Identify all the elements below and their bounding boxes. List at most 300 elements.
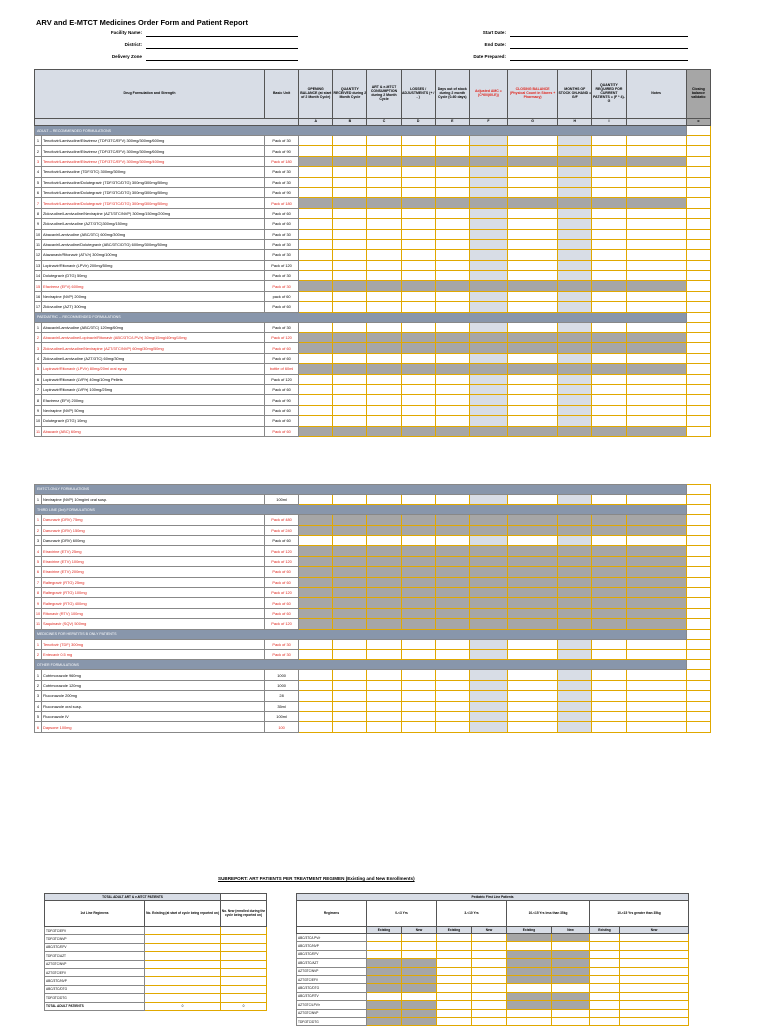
count-cell[interactable] xyxy=(145,977,221,985)
entry-cell[interactable] xyxy=(401,177,435,187)
count-cell[interactable] xyxy=(472,975,507,983)
entry-cell[interactable] xyxy=(508,525,558,535)
count-cell[interactable] xyxy=(437,992,472,1000)
entry-cell[interactable] xyxy=(401,167,435,177)
entry-cell[interactable] xyxy=(367,353,401,363)
entry-cell[interactable] xyxy=(469,208,507,218)
entry-cell[interactable] xyxy=(401,291,435,301)
entry-cell[interactable] xyxy=(508,680,558,690)
entry-cell[interactable] xyxy=(558,374,592,384)
entry-cell[interactable] xyxy=(333,598,367,608)
entry-cell[interactable] xyxy=(508,494,558,504)
notes-cell[interactable] xyxy=(626,515,686,525)
entry-cell[interactable] xyxy=(401,260,435,270)
count-cell[interactable] xyxy=(472,942,507,950)
entry-cell[interactable] xyxy=(558,701,592,711)
entry-cell[interactable] xyxy=(401,271,435,281)
entry-cell[interactable] xyxy=(469,384,507,394)
entry-cell[interactable] xyxy=(558,302,592,312)
entry-cell[interactable] xyxy=(558,239,592,249)
entry-cell[interactable] xyxy=(367,322,401,332)
count-cell[interactable] xyxy=(472,1017,507,1025)
count-cell[interactable] xyxy=(367,984,402,992)
entry-cell[interactable] xyxy=(299,229,333,239)
entry-cell[interactable] xyxy=(333,364,367,374)
closing-cell[interactable] xyxy=(686,239,710,249)
entry-cell[interactable] xyxy=(435,515,469,525)
count-cell[interactable] xyxy=(367,934,402,942)
count-cell[interactable] xyxy=(437,934,472,942)
count-cell[interactable] xyxy=(620,992,689,1000)
entry-cell[interactable] xyxy=(333,239,367,249)
count-cell[interactable] xyxy=(620,950,689,958)
count-cell[interactable] xyxy=(367,1001,402,1009)
notes-cell[interactable] xyxy=(626,598,686,608)
entry-cell[interactable] xyxy=(333,250,367,260)
entry-cell[interactable] xyxy=(508,322,558,332)
closing-cell[interactable] xyxy=(686,577,710,587)
entry-cell[interactable] xyxy=(401,250,435,260)
closing-cell[interactable] xyxy=(686,556,710,566)
closing-cell[interactable] xyxy=(686,536,710,546)
count-cell[interactable] xyxy=(590,975,620,983)
entry-cell[interactable] xyxy=(558,364,592,374)
notes-cell[interactable] xyxy=(626,649,686,659)
entry-cell[interactable] xyxy=(367,577,401,587)
notes-cell[interactable] xyxy=(626,426,686,436)
count-cell[interactable] xyxy=(437,942,472,950)
count-cell[interactable] xyxy=(145,943,221,951)
entry-cell[interactable] xyxy=(592,536,626,546)
entry-cell[interactable] xyxy=(508,219,558,229)
entry-cell[interactable] xyxy=(508,515,558,525)
entry-cell[interactable] xyxy=(333,208,367,218)
entry-cell[interactable] xyxy=(401,136,435,146)
notes-cell[interactable] xyxy=(626,187,686,197)
closing-cell[interactable] xyxy=(686,364,710,374)
entry-cell[interactable] xyxy=(367,536,401,546)
entry-cell[interactable] xyxy=(367,619,401,629)
entry-cell[interactable] xyxy=(508,229,558,239)
entry-cell[interactable] xyxy=(592,598,626,608)
notes-cell[interactable] xyxy=(626,691,686,701)
entry-cell[interactable] xyxy=(299,567,333,577)
entry-cell[interactable] xyxy=(469,333,507,343)
entry-cell[interactable] xyxy=(367,271,401,281)
entry-cell[interactable] xyxy=(367,515,401,525)
entry-cell[interactable] xyxy=(401,322,435,332)
entry-cell[interactable] xyxy=(558,136,592,146)
notes-cell[interactable] xyxy=(626,229,686,239)
entry-cell[interactable] xyxy=(469,156,507,166)
entry-cell[interactable] xyxy=(469,250,507,260)
count-cell[interactable] xyxy=(437,959,472,967)
count-cell[interactable] xyxy=(402,984,437,992)
notes-cell[interactable] xyxy=(626,701,686,711)
entry-cell[interactable] xyxy=(367,167,401,177)
entry-cell[interactable] xyxy=(367,701,401,711)
date-prepared-field[interactable] xyxy=(510,54,688,61)
notes-cell[interactable] xyxy=(626,405,686,415)
entry-cell[interactable] xyxy=(367,136,401,146)
entry-cell[interactable] xyxy=(367,239,401,249)
entry-cell[interactable] xyxy=(435,291,469,301)
entry-cell[interactable] xyxy=(401,198,435,208)
notes-cell[interactable] xyxy=(626,333,686,343)
entry-cell[interactable] xyxy=(401,619,435,629)
entry-cell[interactable] xyxy=(333,187,367,197)
entry-cell[interactable] xyxy=(435,649,469,659)
entry-cell[interactable] xyxy=(367,281,401,291)
entry-cell[interactable] xyxy=(558,260,592,270)
entry-cell[interactable] xyxy=(469,395,507,405)
entry-cell[interactable] xyxy=(435,239,469,249)
notes-cell[interactable] xyxy=(626,711,686,721)
entry-cell[interactable] xyxy=(299,374,333,384)
entry-cell[interactable] xyxy=(469,167,507,177)
entry-cell[interactable] xyxy=(367,146,401,156)
entry-cell[interactable] xyxy=(508,598,558,608)
count-cell[interactable] xyxy=(507,975,552,983)
closing-cell[interactable] xyxy=(686,167,710,177)
entry-cell[interactable] xyxy=(435,333,469,343)
closing-cell[interactable] xyxy=(686,333,710,343)
count-cell[interactable] xyxy=(507,1001,552,1009)
closing-cell[interactable] xyxy=(686,260,710,270)
entry-cell[interactable] xyxy=(508,364,558,374)
entry-cell[interactable] xyxy=(592,680,626,690)
entry-cell[interactable] xyxy=(333,416,367,426)
closing-cell[interactable] xyxy=(686,660,710,670)
entry-cell[interactable] xyxy=(508,187,558,197)
closing-cell[interactable] xyxy=(686,680,710,690)
entry-cell[interactable] xyxy=(333,515,367,525)
entry-cell[interactable] xyxy=(333,619,367,629)
count-cell[interactable] xyxy=(402,1017,437,1025)
count-cell[interactable] xyxy=(221,968,267,976)
count-cell[interactable] xyxy=(402,934,437,942)
entry-cell[interactable] xyxy=(435,322,469,332)
entry-cell[interactable] xyxy=(299,416,333,426)
count-cell[interactable] xyxy=(402,1001,437,1009)
entry-cell[interactable] xyxy=(469,146,507,156)
entry-cell[interactable] xyxy=(558,333,592,343)
entry-cell[interactable] xyxy=(469,536,507,546)
closing-cell[interactable] xyxy=(686,271,710,281)
entry-cell[interactable] xyxy=(333,343,367,353)
entry-cell[interactable] xyxy=(469,556,507,566)
entry-cell[interactable] xyxy=(299,353,333,363)
count-cell[interactable] xyxy=(367,967,402,975)
entry-cell[interactable] xyxy=(435,619,469,629)
count-cell[interactable] xyxy=(507,984,552,992)
count-cell[interactable] xyxy=(472,1001,507,1009)
count-cell[interactable] xyxy=(552,967,590,975)
entry-cell[interactable] xyxy=(367,229,401,239)
count-cell[interactable] xyxy=(552,1009,590,1017)
entry-cell[interactable] xyxy=(299,322,333,332)
entry-cell[interactable] xyxy=(558,198,592,208)
entry-cell[interactable] xyxy=(435,577,469,587)
delivery-zone-field[interactable] xyxy=(146,54,298,61)
count-cell[interactable] xyxy=(590,1009,620,1017)
closing-cell[interactable] xyxy=(686,494,710,504)
entry-cell[interactable] xyxy=(558,250,592,260)
entry-cell[interactable] xyxy=(333,136,367,146)
entry-cell[interactable] xyxy=(401,608,435,618)
closing-cell[interactable] xyxy=(686,515,710,525)
entry-cell[interactable] xyxy=(508,691,558,701)
count-cell[interactable] xyxy=(402,967,437,975)
entry-cell[interactable] xyxy=(469,619,507,629)
entry-cell[interactable] xyxy=(367,250,401,260)
entry-cell[interactable] xyxy=(333,302,367,312)
entry-cell[interactable] xyxy=(333,395,367,405)
entry-cell[interactable] xyxy=(592,525,626,535)
entry-cell[interactable] xyxy=(333,271,367,281)
entry-cell[interactable] xyxy=(558,588,592,598)
entry-cell[interactable] xyxy=(558,208,592,218)
district-field[interactable] xyxy=(146,42,298,49)
closing-cell[interactable] xyxy=(686,177,710,187)
entry-cell[interactable] xyxy=(299,405,333,415)
entry-cell[interactable] xyxy=(333,608,367,618)
entry-cell[interactable] xyxy=(401,536,435,546)
closing-cell[interactable] xyxy=(686,353,710,363)
entry-cell[interactable] xyxy=(401,281,435,291)
count-cell[interactable] xyxy=(552,1001,590,1009)
entry-cell[interactable] xyxy=(401,395,435,405)
entry-cell[interactable] xyxy=(367,187,401,197)
closing-cell[interactable] xyxy=(686,629,710,639)
entry-cell[interactable] xyxy=(558,405,592,415)
entry-cell[interactable] xyxy=(508,405,558,415)
entry-cell[interactable] xyxy=(401,156,435,166)
entry-cell[interactable] xyxy=(367,343,401,353)
notes-cell[interactable] xyxy=(626,384,686,394)
entry-cell[interactable] xyxy=(592,364,626,374)
count-cell[interactable] xyxy=(620,942,689,950)
entry-cell[interactable] xyxy=(508,374,558,384)
entry-cell[interactable] xyxy=(558,515,592,525)
entry-cell[interactable] xyxy=(592,426,626,436)
entry-cell[interactable] xyxy=(333,525,367,535)
entry-cell[interactable] xyxy=(592,250,626,260)
closing-cell[interactable] xyxy=(686,649,710,659)
entry-cell[interactable] xyxy=(299,680,333,690)
entry-cell[interactable] xyxy=(558,384,592,394)
entry-cell[interactable] xyxy=(333,546,367,556)
entry-cell[interactable] xyxy=(558,546,592,556)
count-cell[interactable] xyxy=(620,934,689,942)
entry-cell[interactable] xyxy=(333,691,367,701)
entry-cell[interactable] xyxy=(508,177,558,187)
count-cell[interactable] xyxy=(590,967,620,975)
closing-cell[interactable] xyxy=(686,670,710,680)
count-cell[interactable] xyxy=(145,985,221,993)
entry-cell[interactable] xyxy=(558,395,592,405)
closing-cell[interactable] xyxy=(686,312,710,322)
entry-cell[interactable] xyxy=(367,588,401,598)
entry-cell[interactable] xyxy=(367,291,401,301)
entry-cell[interactable] xyxy=(508,567,558,577)
closing-cell[interactable] xyxy=(686,598,710,608)
entry-cell[interactable] xyxy=(299,494,333,504)
entry-cell[interactable] xyxy=(367,680,401,690)
entry-cell[interactable] xyxy=(592,639,626,649)
count-cell[interactable] xyxy=(472,992,507,1000)
entry-cell[interactable] xyxy=(435,384,469,394)
closing-cell[interactable] xyxy=(686,146,710,156)
count-cell[interactable] xyxy=(221,943,267,951)
notes-cell[interactable] xyxy=(626,639,686,649)
entry-cell[interactable] xyxy=(333,426,367,436)
entry-cell[interactable] xyxy=(401,546,435,556)
notes-cell[interactable] xyxy=(626,260,686,270)
entry-cell[interactable] xyxy=(469,577,507,587)
entry-cell[interactable] xyxy=(508,198,558,208)
entry-cell[interactable] xyxy=(469,260,507,270)
entry-cell[interactable] xyxy=(508,260,558,270)
entry-cell[interactable] xyxy=(367,156,401,166)
count-cell[interactable] xyxy=(552,934,590,942)
closing-cell[interactable] xyxy=(686,229,710,239)
entry-cell[interactable] xyxy=(592,416,626,426)
entry-cell[interactable] xyxy=(401,711,435,721)
entry-cell[interactable] xyxy=(435,556,469,566)
entry-cell[interactable] xyxy=(367,198,401,208)
entry-cell[interactable] xyxy=(333,722,367,732)
entry-cell[interactable] xyxy=(508,426,558,436)
count-cell[interactable] xyxy=(402,950,437,958)
closing-cell[interactable] xyxy=(686,484,710,494)
entry-cell[interactable] xyxy=(592,556,626,566)
entry-cell[interactable] xyxy=(299,271,333,281)
entry-cell[interactable] xyxy=(299,639,333,649)
entry-cell[interactable] xyxy=(592,333,626,343)
entry-cell[interactable] xyxy=(299,219,333,229)
entry-cell[interactable] xyxy=(558,177,592,187)
count-cell[interactable] xyxy=(221,927,267,935)
entry-cell[interactable] xyxy=(469,426,507,436)
entry-cell[interactable] xyxy=(558,229,592,239)
count-cell[interactable] xyxy=(402,959,437,967)
notes-cell[interactable] xyxy=(626,271,686,281)
entry-cell[interactable] xyxy=(401,494,435,504)
entry-cell[interactable] xyxy=(469,291,507,301)
entry-cell[interactable] xyxy=(299,167,333,177)
count-cell[interactable] xyxy=(437,1017,472,1025)
count-cell[interactable] xyxy=(472,984,507,992)
count-cell[interactable] xyxy=(367,959,402,967)
entry-cell[interactable] xyxy=(592,239,626,249)
entry-cell[interactable] xyxy=(435,208,469,218)
entry-cell[interactable] xyxy=(333,353,367,363)
closing-cell[interactable] xyxy=(686,126,710,136)
entry-cell[interactable] xyxy=(508,353,558,363)
notes-cell[interactable] xyxy=(626,680,686,690)
count-cell[interactable] xyxy=(507,992,552,1000)
entry-cell[interactable] xyxy=(401,639,435,649)
entry-cell[interactable] xyxy=(333,588,367,598)
entry-cell[interactable] xyxy=(435,156,469,166)
entry-cell[interactable] xyxy=(435,281,469,291)
entry-cell[interactable] xyxy=(435,374,469,384)
count-cell[interactable] xyxy=(590,959,620,967)
entry-cell[interactable] xyxy=(435,546,469,556)
entry-cell[interactable] xyxy=(299,343,333,353)
entry-cell[interactable] xyxy=(299,670,333,680)
count-cell[interactable] xyxy=(437,975,472,983)
notes-cell[interactable] xyxy=(626,250,686,260)
entry-cell[interactable] xyxy=(592,374,626,384)
entry-cell[interactable] xyxy=(592,384,626,394)
entry-cell[interactable] xyxy=(558,649,592,659)
closing-cell[interactable] xyxy=(686,302,710,312)
entry-cell[interactable] xyxy=(558,322,592,332)
entry-cell[interactable] xyxy=(435,680,469,690)
closing-cell[interactable] xyxy=(686,384,710,394)
entry-cell[interactable] xyxy=(367,649,401,659)
count-cell[interactable] xyxy=(552,1017,590,1025)
entry-cell[interactable] xyxy=(469,343,507,353)
entry-cell[interactable] xyxy=(401,208,435,218)
notes-cell[interactable] xyxy=(626,556,686,566)
count-cell[interactable] xyxy=(367,1017,402,1025)
entry-cell[interactable] xyxy=(508,670,558,680)
entry-cell[interactable] xyxy=(367,525,401,535)
entry-cell[interactable] xyxy=(401,374,435,384)
entry-cell[interactable] xyxy=(367,722,401,732)
entry-cell[interactable] xyxy=(367,608,401,618)
entry-cell[interactable] xyxy=(558,281,592,291)
entry-cell[interactable] xyxy=(299,701,333,711)
count-cell[interactable] xyxy=(402,975,437,983)
entry-cell[interactable] xyxy=(469,239,507,249)
closing-cell[interactable] xyxy=(686,136,710,146)
entry-cell[interactable] xyxy=(299,364,333,374)
entry-cell[interactable] xyxy=(469,691,507,701)
entry-cell[interactable] xyxy=(469,271,507,281)
entry-cell[interactable] xyxy=(401,525,435,535)
entry-cell[interactable] xyxy=(435,598,469,608)
closing-cell[interactable] xyxy=(686,426,710,436)
entry-cell[interactable] xyxy=(299,722,333,732)
entry-cell[interactable] xyxy=(299,608,333,618)
entry-cell[interactable] xyxy=(435,395,469,405)
closing-cell[interactable] xyxy=(686,567,710,577)
count-cell[interactable] xyxy=(620,984,689,992)
entry-cell[interactable] xyxy=(558,711,592,721)
notes-cell[interactable] xyxy=(626,494,686,504)
entry-cell[interactable] xyxy=(558,577,592,587)
notes-cell[interactable] xyxy=(626,343,686,353)
entry-cell[interactable] xyxy=(558,525,592,535)
notes-cell[interactable] xyxy=(626,302,686,312)
entry-cell[interactable] xyxy=(299,146,333,156)
entry-cell[interactable] xyxy=(435,271,469,281)
entry-cell[interactable] xyxy=(469,187,507,197)
entry-cell[interactable] xyxy=(299,291,333,301)
entry-cell[interactable] xyxy=(367,546,401,556)
entry-cell[interactable] xyxy=(299,546,333,556)
entry-cell[interactable] xyxy=(435,250,469,260)
entry-cell[interactable] xyxy=(469,177,507,187)
end-date-field[interactable] xyxy=(510,42,688,49)
entry-cell[interactable] xyxy=(367,364,401,374)
closing-cell[interactable] xyxy=(686,722,710,732)
entry-cell[interactable] xyxy=(592,546,626,556)
